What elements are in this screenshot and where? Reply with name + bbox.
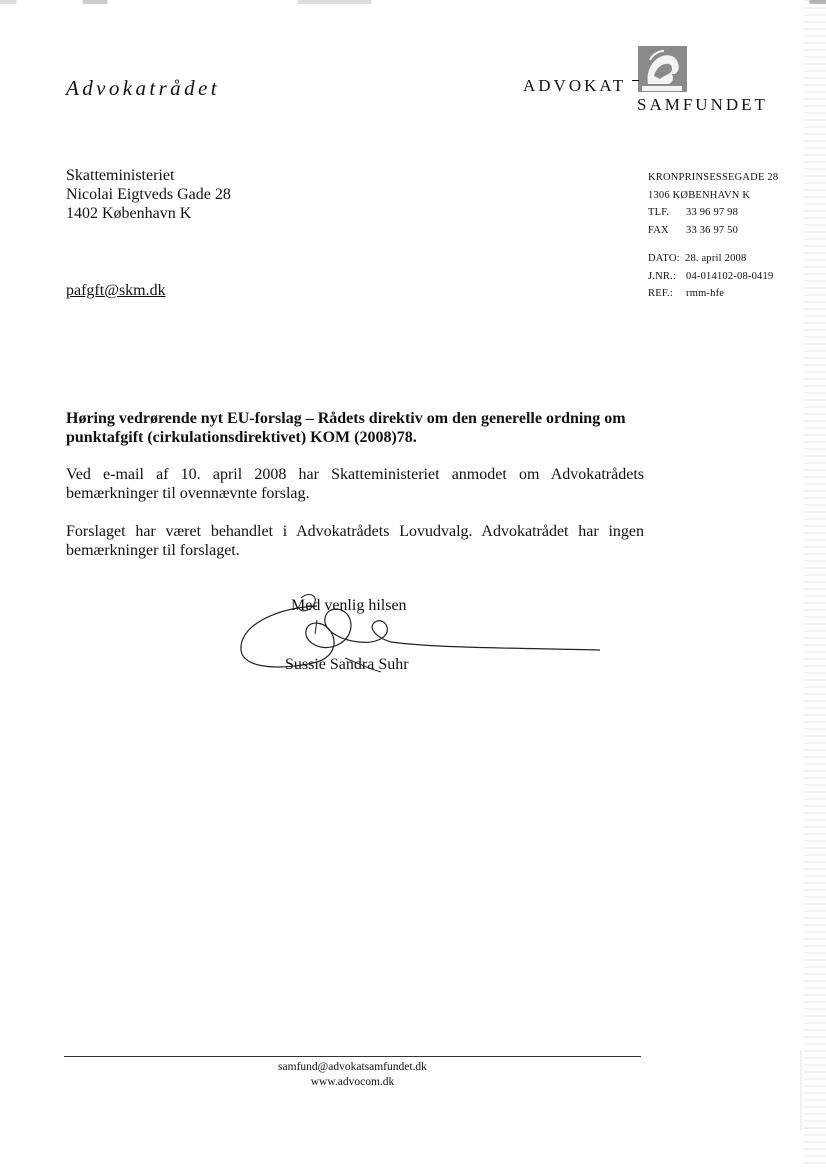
- logo-divider: [632, 80, 639, 81]
- footer-contact: [64, 1060, 641, 1090]
- letter-subject: Høring vedrørende nyt EU-forslag – Rådets direktiv om den generelle ordning om punktafgift (cirkulationsdirektivet) KOM (2008)78.: [66, 410, 626, 446]
- sender-city: 1306 KØBENHAVN K: [648, 189, 751, 201]
- scan-artifact-margin: [800, 1050, 802, 1130]
- scan-artifact-top: [0, 0, 826, 4]
- ref-label: REF.:: [648, 288, 673, 299]
- reference: [648, 285, 778, 303]
- scan-artifact-edge: [804, 0, 826, 1168]
- recipient-address: [66, 166, 231, 223]
- jnr-value: 04-014102-08-0419: [686, 270, 774, 282]
- phone-value: 33 96 97 98: [686, 207, 739, 218]
- org-name: Advokatrådet: [66, 76, 220, 100]
- sender-details: [648, 169, 778, 303]
- journal-number: [648, 268, 778, 286]
- sender-fax: [648, 222, 778, 240]
- recipient-line: Skatteministeriet: [66, 167, 175, 184]
- recipient-line: Nicolai Eigtveds Gade 28: [66, 186, 231, 203]
- closing-greeting: Med venlig hilsen: [291, 597, 407, 614]
- fax-value: 33 36 97 50: [686, 224, 739, 236]
- letter-date: [648, 250, 778, 268]
- logo-word-top: ADVOKAT: [523, 76, 627, 95]
- ref-value: rmm-hfe: [686, 288, 725, 299]
- date-label: DATO:: [648, 253, 680, 264]
- fax-label: FAX: [648, 224, 669, 236]
- date-value: 28. april 2008: [685, 253, 747, 264]
- handwritten-signature: [235, 588, 615, 688]
- athena-helmet-icon: [638, 46, 687, 92]
- sender-phone: [648, 204, 778, 222]
- footer-website: www.advocom.dk: [310, 1076, 395, 1088]
- letter-paragraph: Forslaget har været behandlet i Advokatrådets Lovudvalg. Advokatrådet har ingen bemærkninger til forslaget.: [66, 523, 644, 559]
- jnr-label: J.NR.:: [648, 270, 677, 282]
- signer-name: Sussie Sandra Suhr: [285, 656, 409, 673]
- phone-label: TLF.: [648, 207, 670, 218]
- sender-street: KRONPRINSESSEGADE 28: [648, 172, 779, 183]
- footer-email: samfund@advokatsamfundet.dk: [278, 1061, 427, 1073]
- footer-divider: [64, 1056, 641, 1057]
- recipient-email-link[interactable]: pafgft@skm.dk: [66, 282, 166, 299]
- logo-word-bottom: SAMFUNDET: [637, 95, 768, 114]
- recipient-line: 1402 København K: [66, 205, 192, 222]
- letter-paragraph: Ved e-mail af 10. april 2008 har Skatteministeriet anmodet om Advokatrådets bemærkninger til ovennævnte forslag.: [66, 466, 644, 502]
